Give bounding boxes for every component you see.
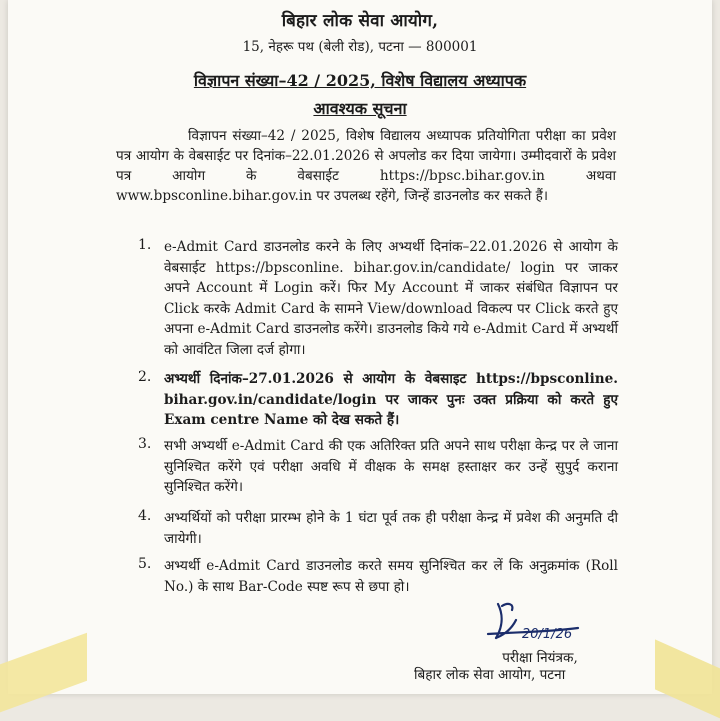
notice-page [8,0,712,694]
item-number: 5. [138,556,152,572]
item-text: सभी अभ्यर्थी e-Admit Card की एक अतिरिक्त प्रति अपने साथ परीक्षा केन्द्र पर ले जाना सुनिश्चित करेंगे एवं परीक्षा अवधि में वीक्षक के समक्ष हस्ताक्षर कर उन्हें सुपुर्द कराना सुनिश्चित करेंगे। [164,438,618,495]
subject-text: विज्ञापन संख्या–42 / 2025, विशेष विद्यालय अध्यापक [193,71,527,90]
signature-mark [478,598,598,644]
commission-name: बिहार लोक सेवा आयोग, [281,11,439,31]
item-number: 3. [138,436,152,452]
commission-address: 15, नेहरू पथ (बेली रोड), पटना — 800001 [242,39,478,55]
intro-paragraph: विज्ञापन संख्या–42 / 2025, विशेष विद्यालय अध्यापक प्रतियोगिता परीक्षा का प्रवेश पत्र आयोग के वेबसाईट पर दिनांक–22.01.2026 से अपलोड कर दिया जायेगा। उम्मीदवारों के प्रवेश पत्र आयोग के वेबसाईट https://bpsc.bihar.gov.in अथवा www.bpsconline.bihar.gov.in पर उपलब्ध रहेंगे, जिन्हें डाउनलोड कर सकते हैं। [116,128,616,204]
item-text: e-Admit Card डाउनलोड करने के लिए अभ्यर्थी दिनांक–22.01.2026 से आयोग के वेबसाईट https://bpsconline. bihar.gov.in/candidate/ login पर जाकर अपने Account में Login करें। फिर My Account में जाकर संबंधित विज्ञापन पर Click करके Admit Card के सामने View/download विकल्प पर Click करते हुए अपना e-Admit Card डाउनलोड करेंगे। डाउनलोड किये गये e-Admit Card में अभ्यर्थी को आवंटित जिला दर्ज होगा। [164,239,618,358]
signature-date: 20/1/26 [522,627,573,642]
item-text: अभ्यर्थियों को परीक्षा प्रारम्भ होने के 1 घंटा पूर्व तक ही परीक्षा केन्द्र में प्रवेश की अनुमति दी जायेगी। [164,510,618,547]
item-text: अभ्यर्थी e-Admit Card डाउनलोड करते समय सुनिश्चित कर लें कि अनुक्रमांक (Roll No.) के साथ Bar-Code स्पष्ट रूप से छपा हो। [164,558,618,595]
instruction-list [8,0,712,694]
notice-heading-text: आवश्यक सूचना [313,99,407,118]
item-number: 2. [138,369,152,385]
signatory-designation: परीक्षा नियंत्रक, [502,650,578,666]
item-text: अभ्यर्थी दिनांक–27.01.2026 से आयोग के वेबसाइट https://bpsconline. bihar.gov.in/candidate/login पर जाकर पुनः उक्त प्रक्रिया को करते हुए Exam centre Name को देख सकते हैं। [164,371,618,428]
item-number: 4. [138,508,152,524]
signatory-office: बिहार लोक सेवा आयोग, पटना [414,667,566,683]
item-number: 1. [138,237,152,253]
